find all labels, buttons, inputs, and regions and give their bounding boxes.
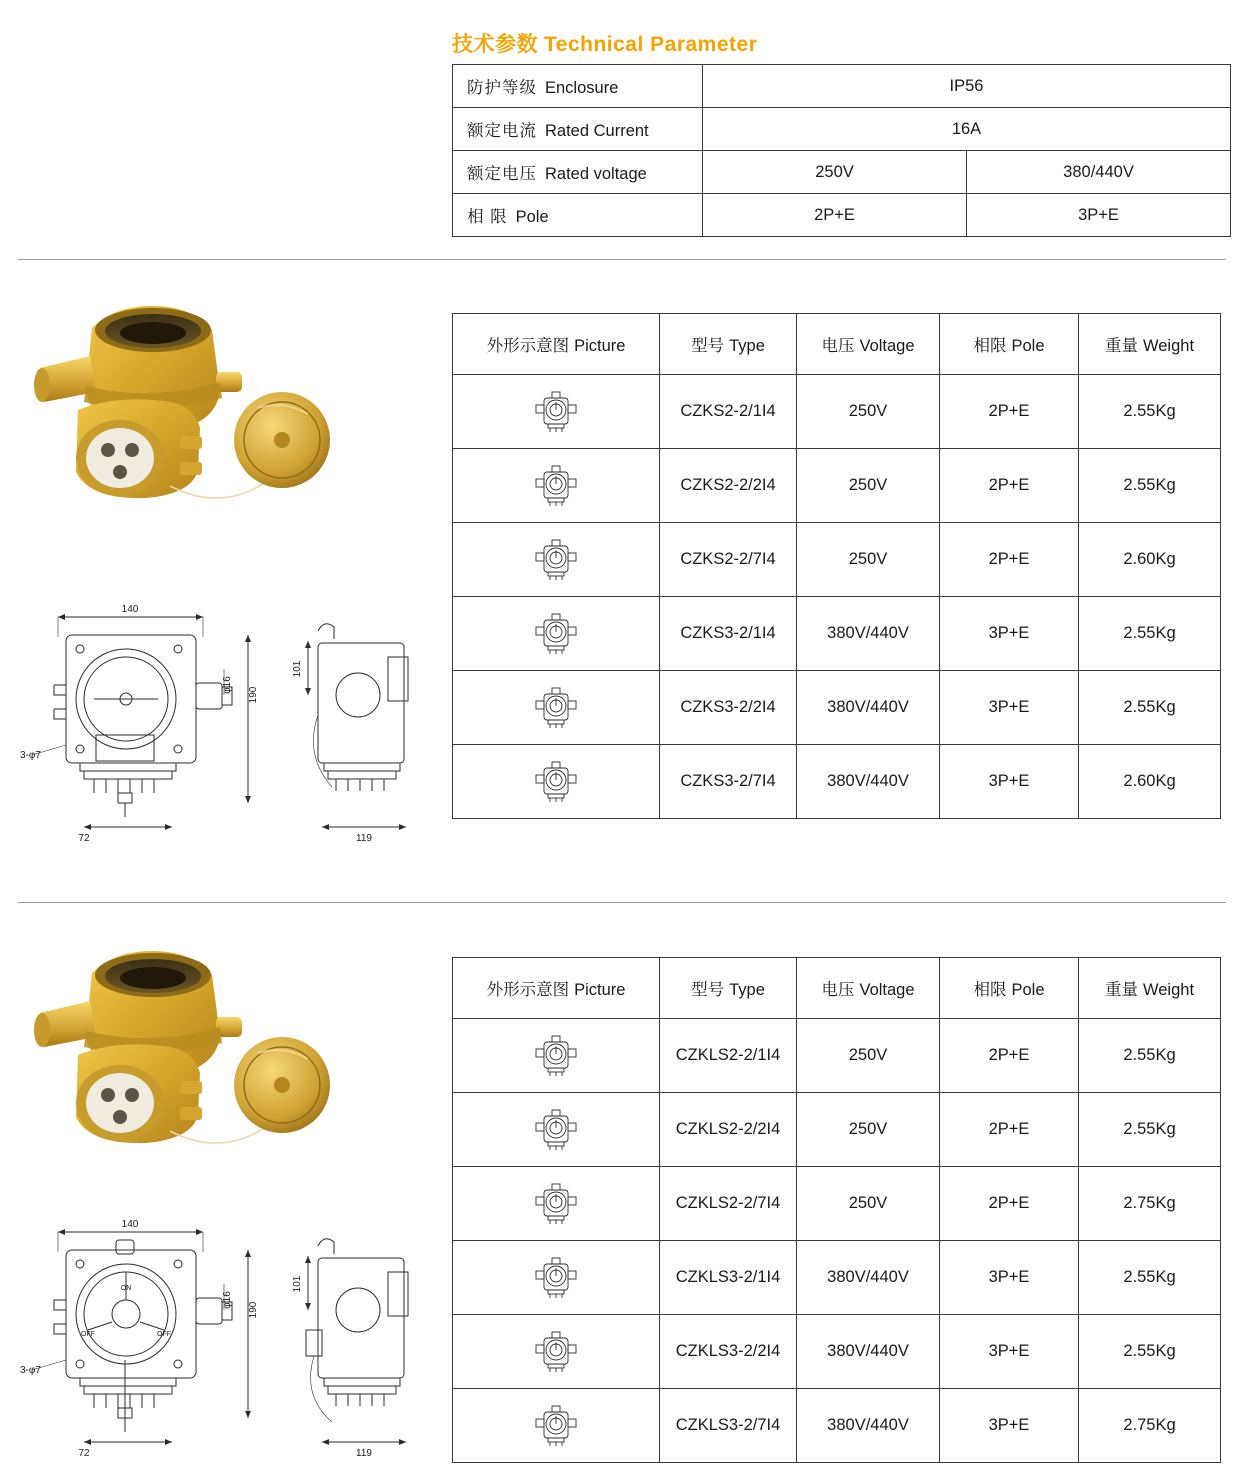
header-pole-1 — [940, 314, 1079, 375]
socket-switch-icon — [528, 684, 584, 732]
cell-picture — [453, 1241, 660, 1315]
table-row — [453, 194, 1231, 237]
cell-type: CZKLS3-2/1I4 — [660, 1241, 797, 1315]
cell-weight: 2.55Kg — [1079, 375, 1221, 449]
header-picture-en-2: Picture — [574, 981, 626, 999]
dim-base-width-2: 72 — [78, 1448, 90, 1459]
section-divider — [18, 259, 1226, 260]
section-divider — [18, 902, 1226, 903]
product-photo-2 — [20, 935, 350, 1215]
product-photo-1-alt — [350, 290, 351, 291]
header-weight-1 — [1079, 314, 1221, 375]
header-pole-cn-1: 相限 — [973, 337, 1007, 355]
product-table-czkls — [452, 957, 1221, 1463]
socket-switch-icon — [528, 536, 584, 584]
cell-pole: 3P+E — [940, 745, 1079, 819]
cell-pole: 2P+E — [940, 449, 1079, 523]
dim-front-height-2: 190 — [248, 1301, 259, 1319]
cell-weight: 2.60Kg — [1079, 523, 1221, 597]
cell-picture — [453, 1093, 660, 1167]
cell-weight: 2.55Kg — [1079, 597, 1221, 671]
rated-current-label-en: Rated Current — [545, 122, 649, 140]
technical-parameter-heading-cn: 技术参数 — [452, 33, 538, 56]
header-pole-en-1: Pole — [1011, 337, 1045, 355]
cell-picture — [453, 523, 660, 597]
header-pole-en-2: Pole — [1011, 981, 1045, 999]
cell-weight: 2.55Kg — [1079, 1019, 1221, 1093]
header-type-cn-2: 型号 — [691, 981, 725, 999]
enclosure-label-en: Enclosure — [545, 79, 619, 97]
header-picture-2 — [453, 958, 660, 1019]
product-table-czks — [452, 313, 1221, 819]
cell-pole: 2P+E — [940, 1019, 1079, 1093]
dim-side-height-2: 101 — [292, 1275, 303, 1293]
header-type-en-2: Type — [729, 981, 765, 999]
header-voltage-2 — [797, 958, 940, 1019]
pole-label-cell — [453, 194, 703, 237]
table-row — [453, 375, 1221, 449]
cell-type: CZKLS2-2/2I4 — [660, 1093, 797, 1167]
table-header-row — [453, 958, 1221, 1019]
pole-value-3pe: 3P+E — [967, 194, 1231, 237]
socket-switch-icon — [528, 388, 584, 436]
header-type-en-1: Type — [729, 337, 765, 355]
rated-current-label-cn: 额定电流 — [467, 122, 537, 140]
header-voltage-cn-1: 电压 — [821, 337, 855, 355]
cell-weight: 2.75Kg — [1079, 1389, 1221, 1463]
table-row — [453, 65, 1231, 108]
cell-picture — [453, 1167, 660, 1241]
table-row — [453, 1093, 1221, 1167]
header-type-1 — [660, 314, 797, 375]
table-row — [453, 151, 1231, 194]
cell-voltage: 250V — [797, 449, 940, 523]
cell-type: CZKS2-2/7I4 — [660, 523, 797, 597]
header-weight-cn-1: 重量 — [1104, 337, 1138, 355]
cell-voltage: 250V — [797, 1093, 940, 1167]
dim-front-height-1: 190 — [248, 686, 259, 704]
table-header-row — [453, 314, 1221, 375]
cell-weight: 2.60Kg — [1079, 745, 1221, 819]
cell-weight: 2.55Kg — [1079, 1093, 1221, 1167]
cell-voltage: 380V/440V — [797, 745, 940, 819]
cell-voltage: 380V/440V — [797, 1315, 940, 1389]
cell-type: CZKLS3-2/2I4 — [660, 1315, 797, 1389]
socket-switch-icon — [528, 462, 584, 510]
cell-type: CZKS2-2/2I4 — [660, 449, 797, 523]
cell-pole: 3P+E — [940, 671, 1079, 745]
pole-label-en: Pole — [515, 208, 549, 226]
header-weight-en-2: Weight — [1142, 981, 1195, 999]
socket-switch-icon — [528, 1328, 584, 1376]
table-row — [453, 523, 1221, 597]
dim-side-height-1: 101 — [292, 660, 303, 678]
header-weight-2 — [1079, 958, 1221, 1019]
socket-switch-icon — [528, 758, 584, 806]
dimension-drawing-1 — [18, 595, 438, 845]
cell-pole: 2P+E — [940, 1167, 1079, 1241]
cell-pole: 3P+E — [940, 597, 1079, 671]
dim-base-width-1: 72 — [78, 833, 90, 844]
cell-type: CZKS3-2/2I4 — [660, 671, 797, 745]
header-weight-cn-2: 重量 — [1104, 981, 1138, 999]
cell-picture — [453, 375, 660, 449]
dim-shaft-note-2: φ16 — [222, 1291, 233, 1309]
table-row — [453, 745, 1221, 819]
pole-label-cn: 相 限 — [467, 208, 508, 226]
socket-switch-icon — [528, 1106, 584, 1154]
table-row — [453, 1167, 1221, 1241]
cell-voltage: 380V/440V — [797, 1241, 940, 1315]
table-row — [453, 1315, 1221, 1389]
knob-label-off-right: OFF — [157, 1331, 171, 1338]
socket-switch-icon — [528, 1180, 584, 1228]
cell-pole: 3P+E — [940, 1389, 1079, 1463]
enclosure-label-cell — [453, 65, 703, 108]
product-photo-1 — [20, 290, 350, 570]
dim-hole-note-2: 3-φ7 — [20, 1365, 41, 1376]
dim-shaft-note-1: φ16 — [222, 676, 233, 694]
cell-picture — [453, 449, 660, 523]
header-voltage-cn-2: 电压 — [821, 981, 855, 999]
cell-voltage: 250V — [797, 1019, 940, 1093]
cell-type: CZKS3-2/1I4 — [660, 597, 797, 671]
technical-parameter-heading-en: Technical Parameter — [544, 33, 758, 56]
cell-pole: 2P+E — [940, 1093, 1079, 1167]
table-row — [453, 449, 1221, 523]
cell-voltage: 250V — [797, 1167, 940, 1241]
cell-picture — [453, 597, 660, 671]
cell-picture — [453, 1389, 660, 1463]
header-voltage-en-1: Voltage — [859, 337, 915, 355]
cell-weight: 2.55Kg — [1079, 449, 1221, 523]
cell-weight: 2.55Kg — [1079, 1315, 1221, 1389]
header-type-cn-1: 型号 — [691, 337, 725, 355]
rated-voltage-value-250: 250V — [703, 151, 967, 194]
cell-type: CZKS3-2/7I4 — [660, 745, 797, 819]
rated-voltage-value-380: 380/440V — [967, 151, 1231, 194]
cell-weight: 2.55Kg — [1079, 671, 1221, 745]
dimension-drawing-2 — [18, 1210, 438, 1460]
dim-side-width-2: 119 — [356, 1448, 372, 1459]
table-row — [453, 1389, 1221, 1463]
dim-front-width-2: 140 — [121, 1219, 139, 1230]
product-photo-2-alt — [350, 935, 351, 936]
table-row — [453, 1241, 1221, 1315]
header-voltage-1 — [797, 314, 940, 375]
cell-pole: 2P+E — [940, 375, 1079, 449]
cell-voltage: 380V/440V — [797, 597, 940, 671]
rated-current-label-cell — [453, 108, 703, 151]
cell-voltage: 380V/440V — [797, 671, 940, 745]
table-row — [453, 108, 1231, 151]
dim-side-width-1: 119 — [356, 833, 372, 844]
header-picture-en-1: Picture — [574, 337, 626, 355]
socket-switch-icon — [528, 1254, 584, 1302]
table-row — [453, 597, 1221, 671]
socket-switch-icon — [528, 1032, 584, 1080]
cell-weight: 2.75Kg — [1079, 1167, 1221, 1241]
table-row — [453, 1019, 1221, 1093]
pole-value-2pe: 2P+E — [703, 194, 967, 237]
table-row — [453, 671, 1221, 745]
rated-voltage-label-en: Rated voltage — [545, 165, 647, 183]
socket-switch-icon — [528, 610, 584, 658]
cell-picture — [453, 745, 660, 819]
knob-label-off-left: OFF — [81, 1331, 95, 1338]
cell-voltage: 250V — [797, 375, 940, 449]
socket-switch-icon — [528, 1402, 584, 1450]
cell-pole: 3P+E — [940, 1241, 1079, 1315]
technical-parameter-table — [452, 64, 1231, 237]
technical-parameter-heading — [452, 28, 757, 58]
header-picture-cn-2: 外形示意图 — [486, 981, 570, 999]
cell-type: CZKLS2-2/1I4 — [660, 1019, 797, 1093]
dim-hole-note-1: 3-φ7 — [20, 750, 41, 761]
cell-voltage: 380V/440V — [797, 1389, 940, 1463]
rated-voltage-label-cn: 额定电压 — [467, 165, 537, 183]
dim-front-width-1: 140 — [121, 604, 139, 615]
enclosure-label-cn: 防护等级 — [467, 79, 537, 97]
cell-weight: 2.55Kg — [1079, 1241, 1221, 1315]
cell-voltage: 250V — [797, 523, 940, 597]
cell-type: CZKS2-2/1I4 — [660, 375, 797, 449]
cell-type: CZKLS3-2/7I4 — [660, 1389, 797, 1463]
cell-picture — [453, 1315, 660, 1389]
header-pole-cn-2: 相限 — [973, 981, 1007, 999]
knob-label-on: ON — [120, 1285, 132, 1292]
rated-current-value-cell: 16A — [703, 108, 1231, 151]
header-weight-en-1: Weight — [1142, 337, 1195, 355]
header-type-2 — [660, 958, 797, 1019]
enclosure-value-cell: IP56 — [703, 65, 1231, 108]
header-picture-1 — [453, 314, 660, 375]
header-picture-cn-1: 外形示意图 — [486, 337, 570, 355]
cell-pole: 2P+E — [940, 523, 1079, 597]
cell-picture — [453, 1019, 660, 1093]
header-pole-2 — [940, 958, 1079, 1019]
cell-picture — [453, 671, 660, 745]
rated-voltage-label-cell — [453, 151, 703, 194]
cell-pole: 3P+E — [940, 1315, 1079, 1389]
header-voltage-en-2: Voltage — [859, 981, 915, 999]
cell-type: CZKLS2-2/7I4 — [660, 1167, 797, 1241]
